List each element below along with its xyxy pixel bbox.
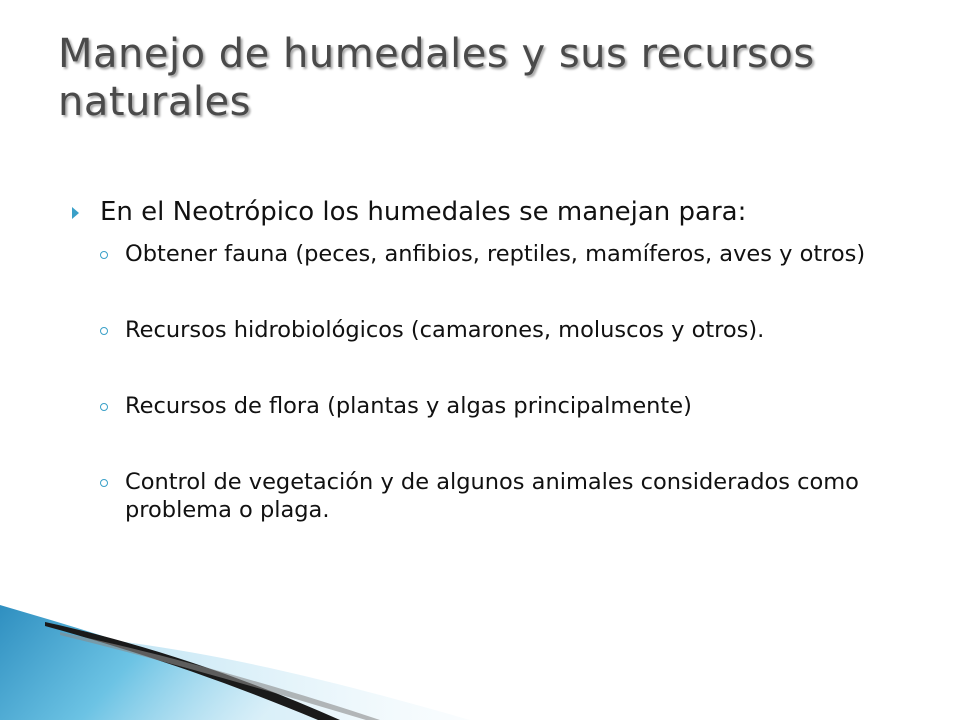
- sub-bullet-text: Control de vegetación y de algunos animales considerados como problema o plaga.: [125, 469, 859, 523]
- sub-bullet-text: Recursos hidrobiológicos (camarones, moluscos y otros).: [125, 317, 765, 343]
- sub-bullet-text: Obtener fauna (peces, anfibios, reptiles, mamíferos, aves y otros): [125, 241, 866, 267]
- sub-bullet-item: [98, 240, 892, 268]
- sub-bullet-item: [98, 468, 892, 524]
- main-bullet: [72, 196, 892, 228]
- sub-bullet-text: Recursos de flora (plantas y algas principalmente): [125, 393, 692, 419]
- slide-title: Manejo de humedales y sus recursos naturales: [58, 31, 815, 125]
- main-bullet-text: En el Neotrópico los humedales se manejan para:: [100, 197, 747, 227]
- ring-bullet-icon: [100, 403, 108, 411]
- ring-bullet-icon: [100, 327, 108, 335]
- arrow-bullet-icon: [72, 207, 79, 219]
- ring-bullet-icon: [100, 479, 108, 487]
- sub-bullet-item: [98, 392, 892, 420]
- sub-bullet-item: [98, 316, 892, 344]
- ring-bullet-icon: [100, 251, 108, 259]
- slide-content: [72, 196, 892, 524]
- sub-bullet-list: [72, 240, 892, 524]
